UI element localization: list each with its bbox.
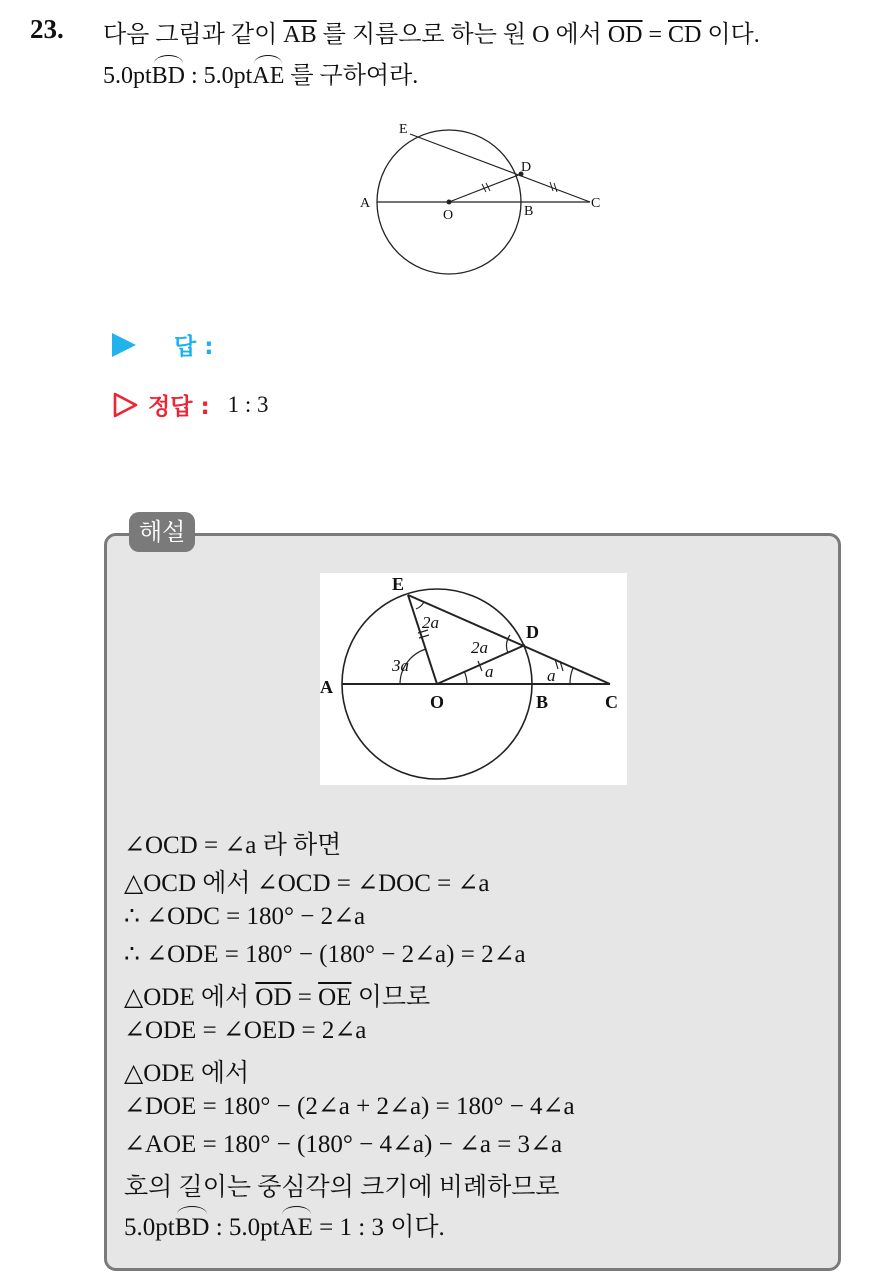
arc-bd: BD [174,1214,210,1241]
arc-ae: AE [252,63,285,89]
segment-od: $\overline{OD}$ [255,984,292,1011]
question-text-line2: 5.0ptBD : 5.0ptAE 를 구하여라. [103,63,419,89]
solution-line-11: 5.0ptBD : 5.0ptAE = 1 : 3 이다. [124,1214,445,1241]
fig1-label-a: A [360,196,371,211]
segment-od: $\overline{OD}$ [607,22,643,48]
correct-answer-value: 1 : 3 [227,391,269,417]
arc-ae: AE [279,1214,313,1241]
solution-line-5: △ODE 에서 $\overline{OD} = \overline{OE}$ 이므로 [124,984,431,1011]
correct-answer-row [112,388,269,421]
explanation-tag: 해설 [129,512,195,552]
question-figure [355,118,615,283]
solution-line-8: ∠DOE = 180° − (2∠a + 2∠a) = 180° − 4∠a [124,1093,575,1120]
segment-ab: $\overline{AB}$ [283,22,317,48]
fig2-angle-a-o: a [485,662,494,681]
segment-cd: $\overline{CD}$ [668,22,702,48]
fig1-label-d: D [521,160,532,175]
answer-label: 답 : [174,334,214,360]
solution-line-7: △ODE 에서 [124,1060,250,1087]
solution-line-3: ∴ ∠ODC = 180° − 2∠a [124,903,366,930]
fig2-label-e: E [392,574,405,594]
answer-row [112,328,213,361]
play-outline-icon [112,392,138,418]
fig2-label-d: D [526,622,539,642]
fig2-label-b: B [536,692,549,712]
segment-oe: $\overline{OE}$ [318,984,352,1011]
solution-line-6: ∠ODE = ∠OED = 2∠a [124,1017,367,1044]
fig2-label-a: A [320,677,333,697]
solution-line-2: △OCD 에서 ∠OCD = ∠DOC = ∠a [124,870,490,897]
fig2-angle-a-c: a [547,666,556,685]
fig2-label-o: O [430,692,445,712]
fig1-label-b: B [524,204,534,219]
correct-answer-label: 정답 : [148,394,210,420]
arc-bd: BD [151,63,186,89]
explanation-figure [320,573,627,785]
play-icon [112,333,136,357]
solution-line-10: 호의 길이는 중심각의 크기에 비례하므로 [124,1174,560,1201]
fig2-angle-2a-e: 2a [422,613,439,632]
fig1-label-e: E [399,122,408,137]
solution-line-4: ∴ ∠ODE = 180° − (180° − 2∠a) = 2∠a [124,941,526,968]
fig1-label-o: O [443,208,454,223]
fig2-label-c: C [605,692,618,712]
solution-line-1: ∠OCD = ∠a 라 하면 [124,832,342,859]
question-text-line1: 다음 그림과 같이 $\overline{AB}$ 를 지름으로 하는 원 O 에서 $\overline{OD} = \overline{CD}$ 이다. [103,22,760,48]
fig2-angle-3a: 3a [392,656,409,675]
solution-line-9: ∠AOE = 180° − (180° − 4∠a) − ∠a = 3∠a [124,1131,563,1158]
question-number: 23. [30,14,64,44]
fig2-angle-2a-d: 2a [471,638,488,657]
fig1-label-c: C [591,196,601,211]
